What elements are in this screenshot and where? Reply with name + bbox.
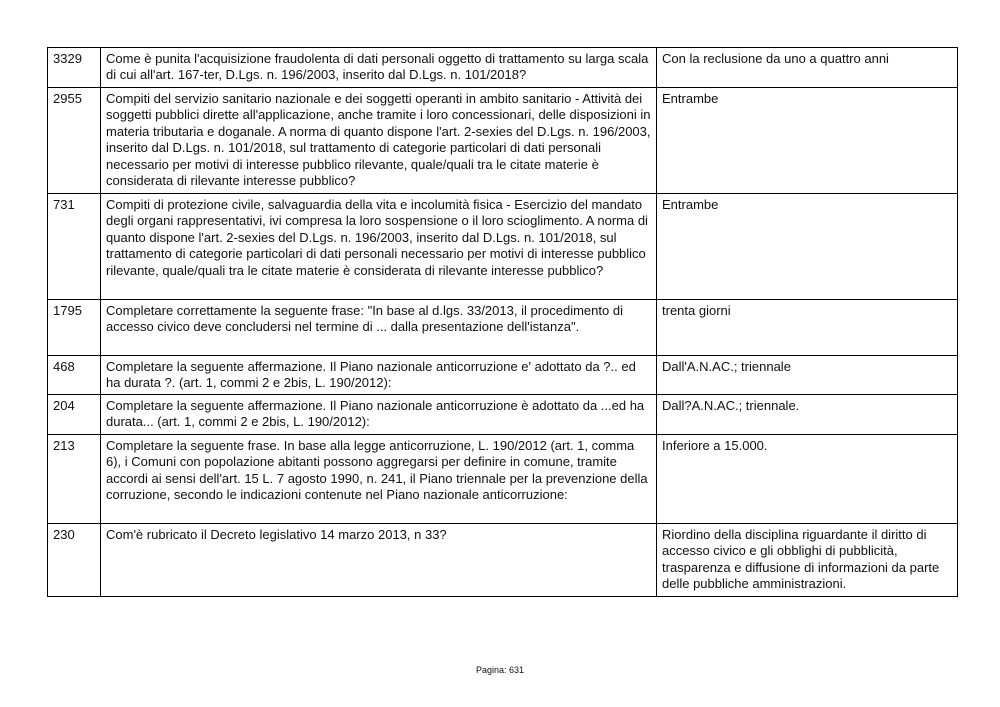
question-cell: Com'è rubricato il Decreto legislativo 14 marzo 2013, n 33?: [101, 524, 657, 597]
question-id-cell: 2955: [48, 88, 101, 194]
table-row: [48, 300, 958, 356]
answer-cell: Entrambe: [657, 88, 958, 194]
question-cell: Completare la seguente affermazione. Il Piano nazionale anticorruzione e' adottato da ?.. ed ha durata ?. (art. 1, commi 2 e 2bis, L. 190/2012):: [101, 356, 657, 395]
question-cell: Completare la seguente frase. In base alla legge anticorruzione, L. 190/2012 (art. 1, comma 6), i Comuni con popolazione abitanti possono aggregarsi per definire in comune, tramite accordi ai sensi dell'art. 15 L. 7 agosto 1990, n. 241, il Piano triennale per la prevenzione della corruzione, secondo le indicazioni contenute nel Piano nazionale anticorruzione:: [101, 435, 657, 524]
question-id-cell: 3329: [48, 48, 101, 88]
answer-cell: Inferiore a 15.000.: [657, 435, 958, 524]
question-id-cell: 1795: [48, 300, 101, 356]
answer-cell: Con la reclusione da uno a quattro anni: [657, 48, 958, 88]
question-id-cell: 468: [48, 356, 101, 395]
table-row: [48, 356, 958, 395]
table-row: [48, 88, 958, 194]
table-row: [48, 435, 958, 524]
question-id-cell: 213: [48, 435, 101, 524]
question-cell: Compiti del servizio sanitario nazionale e dei soggetti operanti in ambito sanitario - Attività dei soggetti pubblici dirette all'applicazione, anche tramite i loro concessionari, delle disposizioni in materia tributaria e doganale. A norma di quanto dispone l'art. 2-sexies del D.Lgs. n. 196/2003, inserito dal D.Lgs. n. 101/2018, sul trattamento di categorie particolari di dati personali necessario per motivi di interesse pubblico rilevante, quale/quali tra le citate materie è considerata di rilevante interesse pubblico?: [101, 88, 657, 194]
question-id-cell: 230: [48, 524, 101, 597]
answer-cell: Dall'A.N.AC.; triennale: [657, 356, 958, 395]
table-row: [48, 524, 958, 597]
question-cell: Completare la seguente affermazione. Il Piano nazionale anticorruzione è adottato da ...ed ha durata... (art. 1, commi 2 e 2bis, L. 190/2012):: [101, 395, 657, 435]
answer-cell: Riordino della disciplina riguardante il diritto di accesso civico e gli obblighi di pubblicità, trasparenza e diffusione di informazioni da parte delle pubbliche amministrazioni.: [657, 524, 958, 597]
table-row: [48, 48, 958, 88]
answer-cell: Dall?A.N.AC.; triennale.: [657, 395, 958, 435]
answer-cell: Entrambe: [657, 194, 958, 300]
question-id-cell: 731: [48, 194, 101, 300]
question-cell: Completare correttamente la seguente frase: "In base al d.lgs. 33/2013, il procedimento di accesso civico deve concludersi nel termine di ... dalla presentazione dell'istanza".: [101, 300, 657, 356]
table-row: [48, 194, 958, 300]
question-answer-table: [47, 47, 958, 597]
question-cell: Come è punita l'acquisizione fraudolenta di dati personali oggetto di trattamento su larga scala di cui all'art. 167-ter, D.Lgs. n. 196/2003, inserito dal D.Lgs. n. 101/2018?: [101, 48, 657, 88]
question-cell: Compiti di protezione civile, salvaguardia della vita e incolumità fisica - Esercizio del mandato degli organi rappresentativi, ivi compresa la loro sospensione o il loro scioglimento. A norma di quanto dispone l'art. 2-sexies del D.Lgs. n. 196/2003, inserito dal D.Lgs. n. 101/2018, sul trattamento di categorie particolari di dati personali necessario per motivi di interesse pubblico rilevante, quale/quali tra le citate materie è considerata di rilevante interesse pubblico?: [101, 194, 657, 300]
page-number: Pagina: 631: [475, 665, 525, 675]
answer-cell: trenta giorni: [657, 300, 958, 356]
question-id-cell: 204: [48, 395, 101, 435]
table-row: [48, 395, 958, 435]
